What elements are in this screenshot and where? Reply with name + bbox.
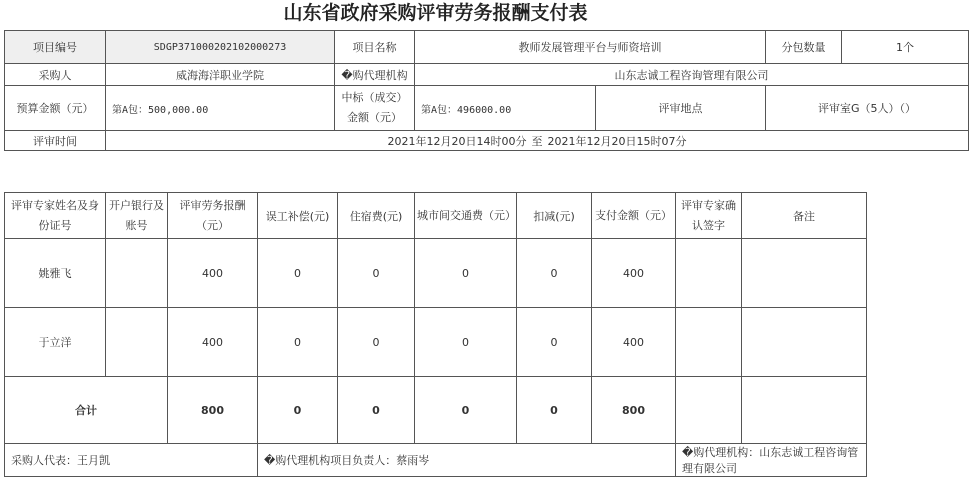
lodging-fee: 0 xyxy=(338,308,415,377)
deduction: 0 xyxy=(517,239,592,308)
header-cell: 住宿费(元) xyxy=(338,193,415,239)
header-row xyxy=(5,193,867,239)
header-cell: 支付金额（元） xyxy=(592,193,676,239)
package-count-value: 1个 xyxy=(842,31,969,64)
time-value xyxy=(106,131,969,151)
buyer-label: 采购人 xyxy=(5,64,106,86)
package-count-label: 分包数量 xyxy=(766,31,842,64)
header-cell: 评审专家确认签字 xyxy=(676,193,742,239)
page-title: 山东省政府采购评审劳务报酬支付表 xyxy=(283,2,588,24)
project-no-label: 项目编号 xyxy=(5,31,106,64)
header-cell: 扣减(元) xyxy=(517,193,592,239)
total-transport-fee: 0 xyxy=(415,377,517,444)
info-table xyxy=(4,30,969,151)
award-label: 中标（成交）金额（元） xyxy=(335,86,415,131)
review-fee: 400 xyxy=(168,239,258,308)
bank-account xyxy=(106,308,168,377)
expert-name: 于立洋 xyxy=(5,308,106,377)
buyer-value: 威海海洋职业学院 xyxy=(106,64,335,86)
transport-fee: 0 xyxy=(415,308,517,377)
time-separator: 至 xyxy=(531,134,543,148)
remarks-cell xyxy=(742,239,867,308)
payment-amount: 400 xyxy=(592,239,676,308)
review-fee: 400 xyxy=(168,308,258,377)
total-deduction: 0 xyxy=(517,377,592,444)
time-end: 2021年12月20日15时07分 xyxy=(547,134,687,148)
agency-value: 山东志诚工程咨询管理有限公司 xyxy=(415,64,969,86)
remarks-cell xyxy=(742,308,867,377)
table-row xyxy=(5,239,867,308)
header-cell: 城市间交通费（元） xyxy=(415,193,517,239)
lost-work-comp: 0 xyxy=(258,239,338,308)
budget-value: 第A包：500,000.00 xyxy=(106,86,335,131)
bank-account xyxy=(106,239,168,308)
header-cell: 评审劳务报酬（元） xyxy=(168,193,258,239)
table-row xyxy=(5,308,867,377)
header-cell: 开户银行及账号 xyxy=(106,193,168,239)
deduction: 0 xyxy=(517,308,592,377)
footer-row xyxy=(5,444,867,477)
expert-name: 姚雅飞 xyxy=(5,239,106,308)
project-name-value: 教师发展管理平台与师资培训 xyxy=(415,31,766,64)
award-value: 第A包：496000.00 xyxy=(415,86,596,131)
budget-label: 预算金额（元） xyxy=(5,86,106,131)
project-no-value: SDGP371000202102000273 xyxy=(106,31,335,64)
header-cell: 评审专家姓名及身份证号 xyxy=(5,193,106,239)
time-label: 评审时间 xyxy=(5,131,106,151)
location-label: 评审地点 xyxy=(596,86,766,131)
total-review-fee: 800 xyxy=(168,377,258,444)
total-lost-work-comp: 0 xyxy=(258,377,338,444)
agency-label: �购代理机构 xyxy=(335,64,415,86)
location-value: 评审室G（5人）（） xyxy=(766,86,969,131)
header-cell: 误工补偿(元) xyxy=(258,193,338,239)
signature-cell xyxy=(676,239,742,308)
header-cell: 备注 xyxy=(742,193,867,239)
buyer-representative: 采购人代表：王月凯 xyxy=(5,444,258,477)
agency-project-lead: �购代理机构项目负责人：蔡雨岑 xyxy=(258,444,676,477)
payment-amount: 400 xyxy=(592,308,676,377)
total-signature-cell xyxy=(676,377,742,444)
total-row xyxy=(5,377,867,444)
total-label: 合计 xyxy=(5,377,168,444)
lost-work-comp: 0 xyxy=(258,308,338,377)
payment-table xyxy=(4,192,867,477)
signature-cell xyxy=(676,308,742,377)
total-payment: 800 xyxy=(592,377,676,444)
time-start: 2021年12月20日14时00分 xyxy=(387,134,527,148)
lodging-fee: 0 xyxy=(338,239,415,308)
project-name-label: 项目名称 xyxy=(335,31,415,64)
total-lodging-fee: 0 xyxy=(338,377,415,444)
transport-fee: 0 xyxy=(415,239,517,308)
total-remarks-cell xyxy=(742,377,867,444)
footer-agency: �购代理机构：山东志诚工程咨询管理有限公司 xyxy=(676,444,867,477)
